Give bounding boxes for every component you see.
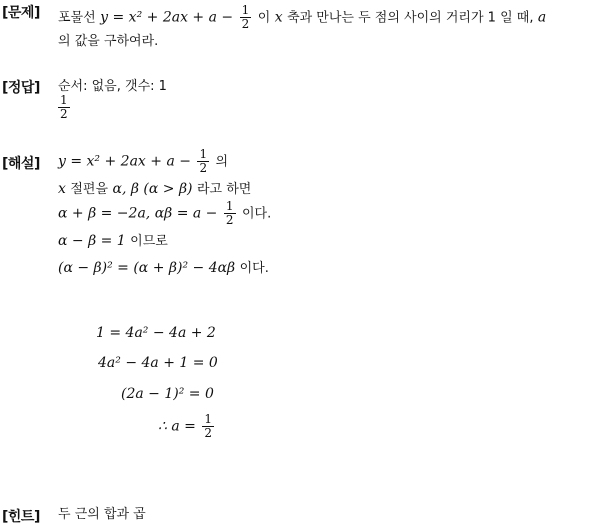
solution-variable: x xyxy=(58,181,66,197)
fraction-denominator: 2 xyxy=(199,161,208,175)
fraction-numerator: 1 xyxy=(225,199,234,213)
solution-line-1 xyxy=(58,148,228,175)
hint-text: 두 근의 합과 곱 xyxy=(58,507,146,522)
problem-equation: y = x² + 2ax + a − xyxy=(100,9,234,26)
equation-result: ∴ a = xyxy=(158,418,196,435)
problem-line-1 xyxy=(58,4,546,31)
fraction-denominator: 2 xyxy=(204,426,212,440)
solution-equation: y = x² + 2ax + a − xyxy=(58,153,191,170)
problem-tag: [문제] xyxy=(2,5,40,21)
fraction-numerator: 1 xyxy=(204,412,212,426)
answer-fraction-line xyxy=(58,94,70,121)
equation-step-3: (2a − 1)² = 0 xyxy=(121,386,214,402)
problem-line-2: 의 값을 구하여라. xyxy=(58,34,159,49)
problem-text: 포물선 xyxy=(58,10,96,26)
fraction-numerator: 1 xyxy=(60,93,68,107)
equation-step-1: 1 = 4a² − 4a + 2 xyxy=(96,325,216,341)
fraction-denominator: 2 xyxy=(60,107,68,121)
answer-fraction xyxy=(58,94,70,121)
solution-equation: α − β = 1 xyxy=(58,233,126,249)
solution-equation: α, β (α > β) xyxy=(112,181,193,197)
solution-line-5 xyxy=(58,259,269,278)
solution-fraction xyxy=(197,148,209,175)
fraction-numerator: 1 xyxy=(241,3,250,17)
problem-text: 이 xyxy=(257,10,271,26)
fraction-denominator: 2 xyxy=(241,17,250,31)
solution-equation: (α − β)² = (α + β)² − 4αβ xyxy=(58,260,236,276)
fraction-denominator: 2 xyxy=(225,213,234,227)
answer-text: 순서: 없음, 갯수: 1 xyxy=(58,79,167,94)
hint-tag: [힌트] xyxy=(2,509,40,525)
problem-variable: a xyxy=(537,9,547,26)
solution-line-3 xyxy=(58,200,271,227)
equation-step-4 xyxy=(158,413,216,440)
solution-line-4 xyxy=(58,232,168,251)
problem-variable: x xyxy=(274,9,283,26)
solution-text: 이다. xyxy=(239,261,269,276)
solution-text: 이다. xyxy=(241,206,272,222)
solution-text: 의 xyxy=(215,154,229,170)
solution-fraction xyxy=(224,200,236,227)
result-fraction xyxy=(202,413,214,440)
equation-step-2: 4a² − 4a + 1 = 0 xyxy=(98,355,218,371)
solution-equation: α + β = −2a, αβ = a − xyxy=(58,205,218,222)
solution-line-2 xyxy=(58,180,251,199)
answer-tag: [정답] xyxy=(2,80,40,96)
solution-text: 이므로 xyxy=(130,234,168,249)
problem-text: 축과 만나는 두 점의 사이의 거리가 1 일 때, xyxy=(287,10,534,26)
problem-fraction xyxy=(240,4,252,31)
solution-text: 라고 하면 xyxy=(196,182,252,197)
solution-text: 절편을 xyxy=(70,182,109,197)
fraction-numerator: 1 xyxy=(199,147,208,161)
solution-tag: [해설] xyxy=(2,156,40,172)
